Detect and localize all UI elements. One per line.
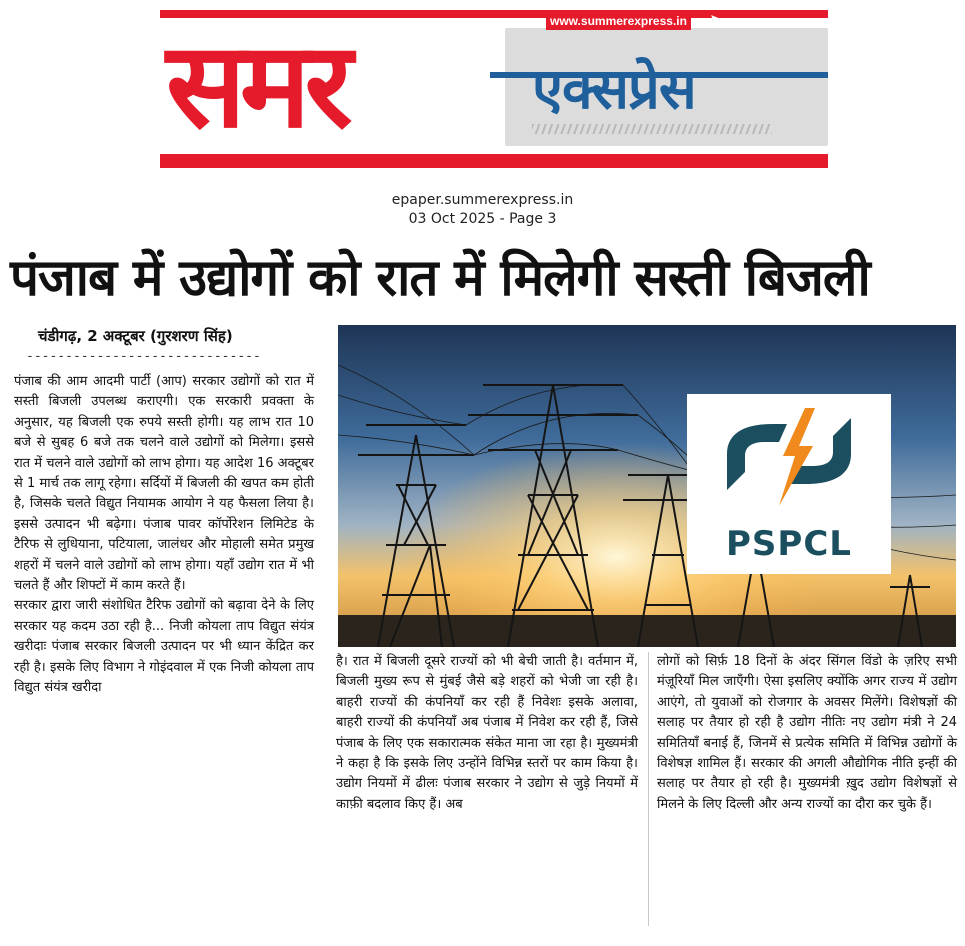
article-headline: पंजाब में उद्योगों को रात में मिलेगी सस्ती बिजली — [10, 249, 870, 308]
epaper-url[interactable]: epaper.summerexpress.in — [391, 192, 574, 208]
article-byline: चंडीगढ़, 2 अक्टूबर (गुरशरण सिंह) — [38, 327, 233, 345]
article-column-2 — [336, 652, 638, 932]
article-paragraph: सरकार द्वारा जारी संशोधित टैरिफ उद्योगों को बढ़ावा देने के लिए सरकार यह कदम उठा रही है... निजी कोयला ताप विद्युत संयंत्र खरीदाः पंजाब सरकार बिजली उत्पादन पर भी ध्यान केंद्रित कर रही है। इसके लिए विभाग ने गोइंदवाल में एक निजी कोयला ताप विद्युत संयंत्र खरीदा — [14, 598, 314, 696]
masthead-subtitle: एक्सप्रेस — [532, 57, 696, 122]
pspcl-logo-text: PSPCL — [726, 524, 852, 564]
masthead — [160, 10, 828, 172]
masthead-website[interactable]: www.summerexpress.in — [546, 12, 691, 30]
article-paragraph: है। रात में बिजली दूसरे राज्यों को भी बेची जाती है। वर्तमान में, बिजली मुख्य रूप से मुंबई जैसे बड़े शहरों को भेजी जा रही है। बाहरी राज्यों की कंपनियाँ कर रही हैं निवेशः इसके अलावा, बाहरी राज्यों की कंपनियाँ अब पंजाब में निवेश कर रही हैं, जिसे पंजाब के लिए एक सकारात्मक संकेत माना जा रहा है। मुख्यमंत्री ने कहा है कि इसके लिए उन्होंने विभिन्न स्तरों पर काम किया है। उद्योग नियमों में ढीलः पंजाब सरकार ने उद्योग से जुड़े नियमों में काफ़ी बदलाव किए हैं। अब — [336, 654, 638, 812]
pspcl-logo-icon — [687, 394, 891, 524]
article-paragraph: लोगों को सिर्फ़ 18 दिनों के अंदर सिंगल विंडो के ज़रिए सभी मंज़ूरियाँ मिल जाएँगी। ऐसा इसलिए क्योंकि अगर राज्य में उद्योग आएंगे, तो युवाओं को रोजगार के अवसर मिलेंगे। विशेषज्ञों की सलाह पर तैयार हो रही है उद्योग नीतिः नए उद्योग मंत्री ने 24 समितियाँ बनाई हैं, जिनमें से प्रत्येक समिति में विभिन्न उद्योगों के विशेषज्ञ शामिल हैं। सरकार की अगली औद्योगिक नीति इन्हीं की सलाह पर तैयार हो रही है। मुख्यमंत्री ख़ुद उद्योग विशेषज्ञों से मिलने के लिए दिल्ली और अन्य राज्यों का दौरा कर चुके हैं। — [657, 654, 957, 812]
edition-date-page: 03 Oct 2025 - Page 3 — [408, 211, 557, 227]
article-column-3 — [657, 652, 957, 932]
byline-rule: ------------------------------ — [26, 349, 261, 364]
masthead-bottom-bar — [160, 154, 828, 168]
cursor-arrow-icon — [710, 14, 724, 28]
masthead-title: समर — [166, 16, 347, 154]
column-divider — [648, 652, 649, 926]
pspcl-logo — [687, 394, 891, 574]
article-paragraph: पंजाब की आम आदमी पार्टी (आप) सरकार उद्योगों को रात में सस्ती बिजली उपलब्ध कराएगी। एक सरकारी प्रवक्ता के अनुसार, यह बिजली एक रुपये सस्ती होगी। यह लाभ रात 10 बजे से सुबह 6 बजे तक चलने वाले उद्योगों को मिलेगा। इससे रात में चलने वाले उद्योगों को लाभ होगा। यह आदेश 16 अक्टूबर से 1 मार्च तक लागू रहेगा। सर्दियों में बिजली की खपत कम होती है, जिसके चलते विद्युत नियामक आयोग ने यह फैसला लिया है। इससे उत्पादन भी बढ़ेगा। पंजाब पावर कॉर्पोरेशन लिमिटेड के टैरिफ से लुधियाना, पटियाला, जालंधर और मोहाली समेत प्रमुख शहरों में चलने वाले उद्योगों को लाभ होगा। यहाँ उद्योग रात में भी चलते हैं और शिफ्टों में काम करते हैं। — [14, 374, 314, 594]
article-column-1 — [14, 372, 314, 932]
